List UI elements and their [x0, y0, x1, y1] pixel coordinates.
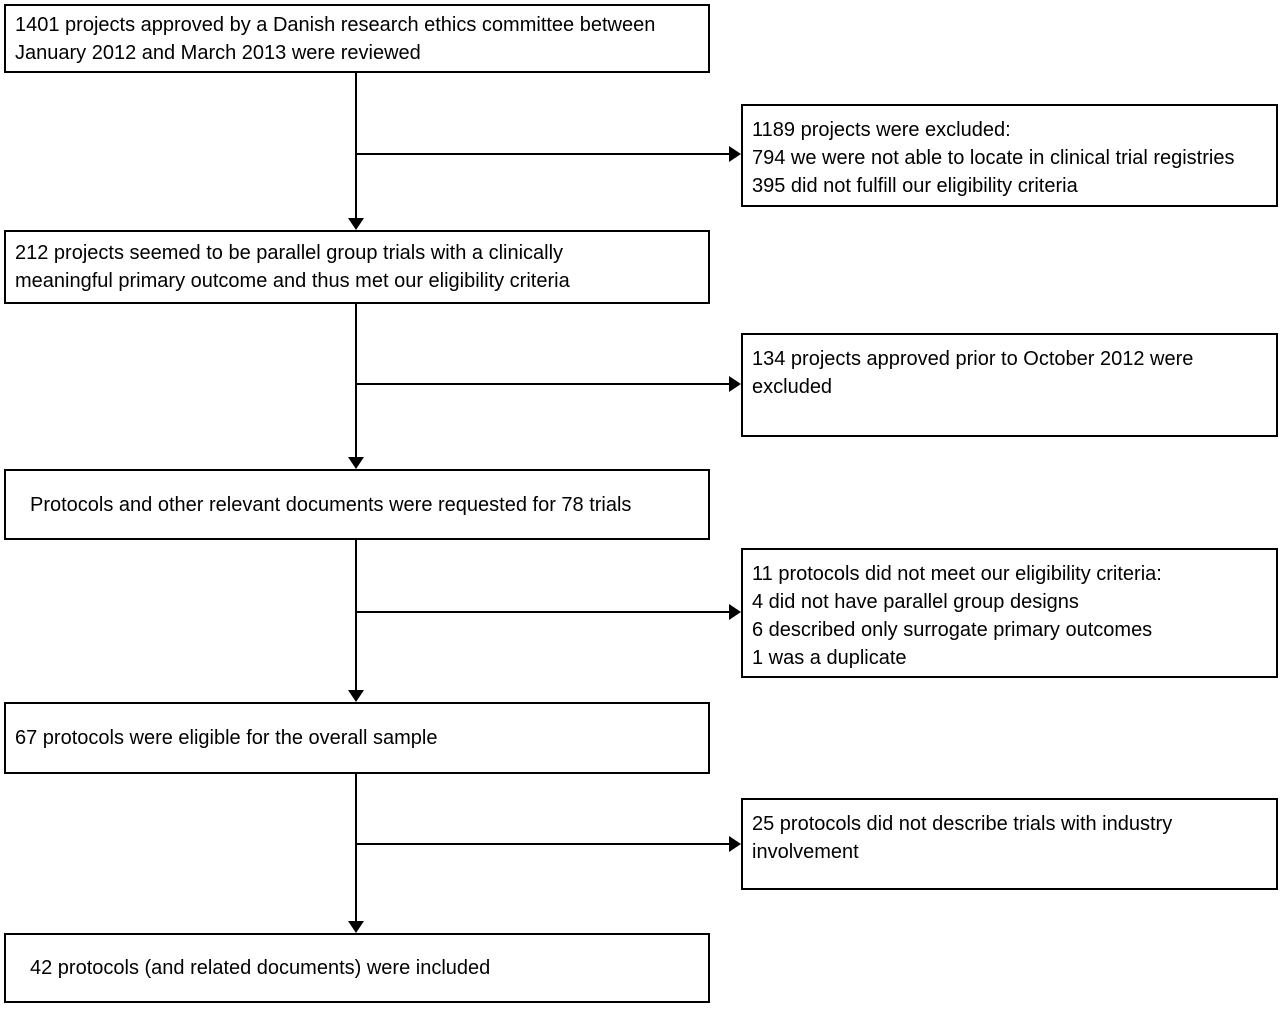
arrowhead-down-icon: [348, 921, 364, 933]
flow-box-1401-reviewed: [4, 4, 710, 73]
connector-line-branch-3: [356, 611, 731, 613]
arrowhead-down-icon: [348, 690, 364, 702]
flow-box-text: 212 projects seemed to be parallel group trials with a clinically: [15, 242, 564, 264]
connector-line-down-1: [355, 73, 357, 220]
exclusion-box-text: 134 projects approved prior to October 2012 were: [752, 348, 1194, 370]
exclusion-box-text: 1 was a duplicate: [752, 647, 907, 669]
flow-box-212-parallel: [4, 230, 710, 304]
flow-box-text: meaningful primary outcome and thus met our eligibility criteria: [15, 270, 570, 292]
exclusion-box-25: [741, 798, 1278, 890]
connector-line-branch-1: [356, 153, 731, 155]
connector-line-branch-4: [356, 843, 731, 845]
exclusion-box-text: 4 did not have parallel group designs: [752, 591, 1079, 613]
arrowhead-down-icon: [348, 457, 364, 469]
arrowhead-right-icon: [729, 604, 741, 620]
exclusion-box-text: 794 we were not able to locate in clinical trial registries: [752, 147, 1235, 169]
exclusion-box-text: 11 protocols did not meet our eligibility criteria:: [752, 563, 1162, 585]
exclusion-box-11: [741, 548, 1278, 678]
exclusion-box-text: 25 protocols did not describe trials with industry: [752, 813, 1173, 835]
flow-box-67-eligible: [4, 702, 710, 774]
flow-box-text: Protocols and other relevant documents were requested for 78 trials: [30, 493, 632, 516]
flow-box-42-included: [4, 933, 710, 1003]
connector-line-down-2: [355, 304, 357, 459]
connector-line-branch-2: [356, 383, 731, 385]
flow-box-text: January 2012 and March 2013 were reviewed: [15, 41, 421, 64]
flow-box-text: 42 protocols (and related documents) were included: [30, 957, 491, 979]
arrowhead-right-icon: [729, 146, 741, 162]
arrowhead-down-icon: [348, 218, 364, 230]
exclusion-box-text: 6 described only surrogate primary outcomes: [752, 619, 1153, 641]
arrowhead-right-icon: [729, 376, 741, 392]
exclusion-box-text: involvement: [752, 841, 859, 863]
exclusion-box-text: 1189 projects were excluded:: [752, 119, 1011, 141]
flow-box-78-requested: [4, 469, 710, 540]
arrowhead-right-icon: [729, 836, 741, 852]
exclusion-box-134: [741, 333, 1278, 437]
exclusion-box-text: 395 did not fulfill our eligibility criteria: [752, 175, 1078, 197]
flow-box-text: 67 protocols were eligible for the overall sample: [15, 727, 438, 749]
connector-line-down-3: [355, 540, 357, 692]
exclusion-box-text: excluded: [752, 376, 833, 398]
connector-line-down-4: [355, 774, 357, 923]
flow-box-text: 1401 projects approved by a Danish research ethics committee between: [15, 13, 656, 36]
exclusion-box-1189: [741, 104, 1278, 207]
